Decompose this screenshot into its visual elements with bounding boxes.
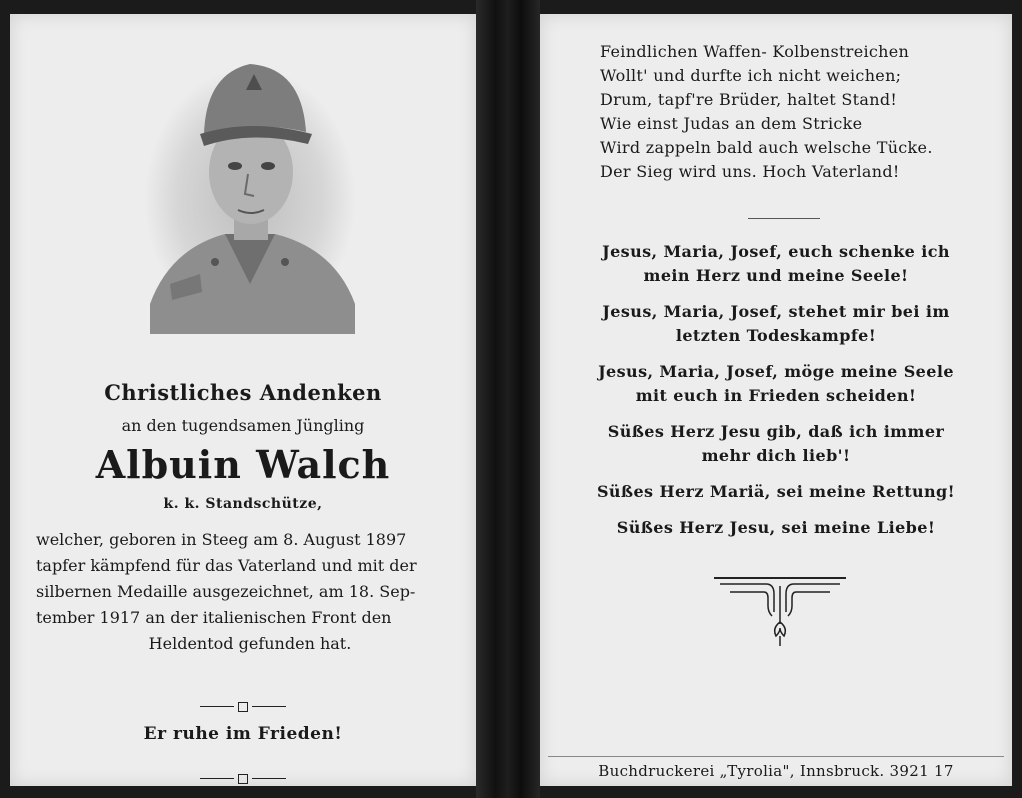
prayer-item [540, 516, 1012, 540]
memorial-subheading: an den tugendsamen Jüngling [121, 416, 365, 435]
prayer-item [540, 480, 1012, 504]
prayer-line: Jesus, Maria, Josef, möge meine Seele [598, 362, 954, 381]
left-card [10, 14, 476, 786]
poem-line: Drum, tapf're Brüder, haltet Stand! [600, 90, 898, 109]
poem-line: Wird zappeln bald auch welsche Tücke. [600, 138, 933, 157]
portrait-photo [130, 34, 370, 334]
prayer-item [540, 300, 1012, 348]
poem-verse [600, 40, 980, 184]
bio-line: tember 1917 an der italienischen Front den [36, 608, 392, 627]
prayer-line: mein Herz und meine Seele! [643, 266, 909, 285]
prayer-item [540, 240, 1012, 288]
prayer-line: Süßes Herz Jesu gib, daß ich immer [607, 422, 945, 441]
card-fold-spine [476, 0, 540, 798]
prayer-line: Jesus, Maria, Josef, euch schenke ich [602, 242, 950, 261]
prayer-item [540, 360, 1012, 408]
deceased-rank: k. k. Standschütze, [163, 496, 323, 512]
prayer-item [540, 420, 1012, 468]
prayer-line: Jesus, Maria, Josef, stehet mir bei im [602, 302, 950, 321]
ornament-divider [10, 764, 476, 778]
prayer-list [540, 240, 1012, 552]
prayer-line: Süßes Herz Jesu, sei meine Liebe! [616, 518, 936, 537]
poem-line: Der Sieg wird uns. Hoch Vaterland! [600, 162, 900, 181]
right-card [540, 14, 1012, 786]
bio-line: welcher, geboren in Steeg am 8. August 1897 [36, 530, 407, 549]
memorial-heading: Christliches Andenken [104, 380, 382, 405]
poem-line: Feindlichen Waffen- Kolbenstreichen [600, 42, 910, 61]
bio-line: silbernen Medaille ausgezeichnet, am 18. Sep- [36, 582, 416, 601]
poem-line: Wollt' und durfte ich nicht weichen; [600, 66, 902, 85]
prayer-line: mehr dich lieb'! [701, 446, 851, 465]
biography-text [36, 527, 464, 657]
section-divider [748, 218, 820, 219]
prayer-line: Süßes Herz Mariä, sei meine Rettung! [596, 482, 956, 501]
printer-imprint: Buchdruckerei „Tyrolia", Innsbruck. 3921 17 [598, 762, 954, 780]
flourish-ornament [710, 572, 850, 652]
bio-line: tapfer kämpfend für das Vaterland und mit der [36, 556, 417, 575]
bio-line: Heldentod gefunden hat. [148, 634, 352, 653]
prayer-line: mit euch in Frieden scheiden! [635, 386, 917, 405]
deceased-name: Albuin Walch [95, 442, 391, 487]
rest-in-peace-text: Er ruhe im Frieden! [143, 724, 343, 744]
prayer-line: letzten Todeskampfe! [675, 326, 877, 345]
poem-line: Wie einst Judas an dem Stricke [600, 114, 863, 133]
footer-rule [548, 756, 1004, 757]
ornament-divider [10, 692, 476, 706]
